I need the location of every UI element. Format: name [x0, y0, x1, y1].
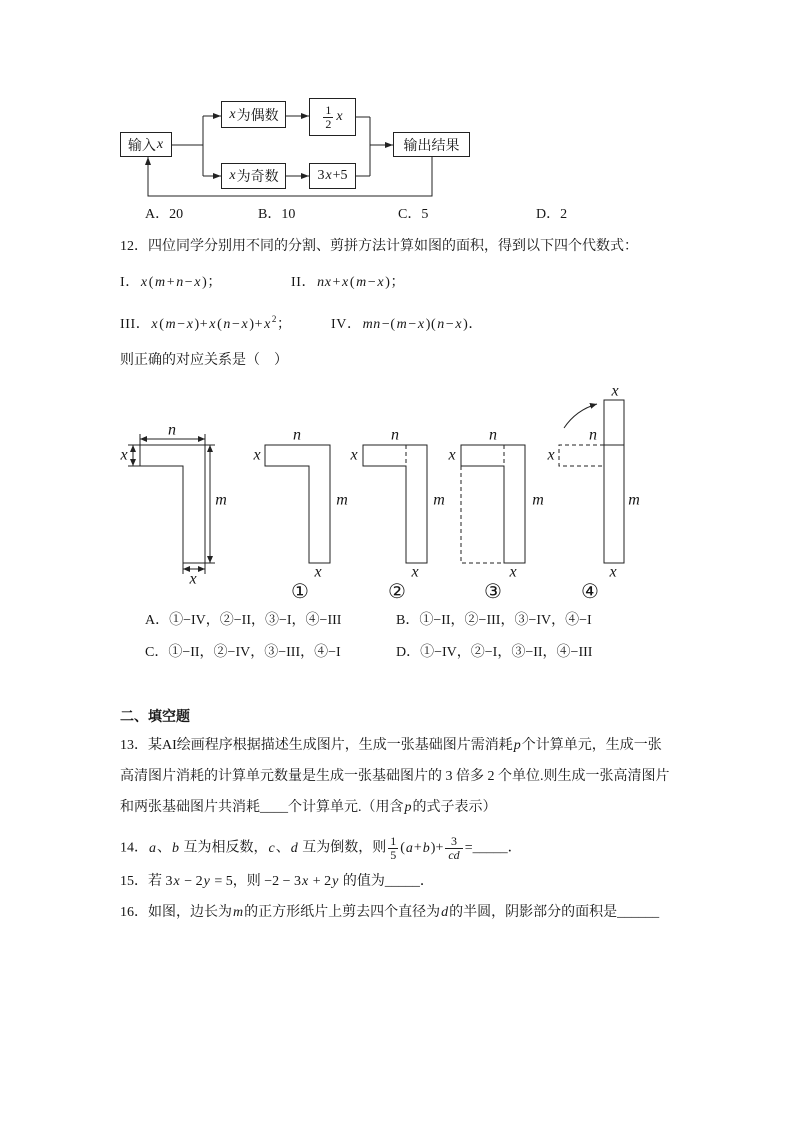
- label-x-left: x: [350, 446, 358, 464]
- math-variable: x: [377, 275, 385, 290]
- text-segment: )+: [249, 317, 264, 332]
- q12-option-c: C．①−II，②−IV，③−III，④−I: [145, 645, 341, 660]
- text-segment: 个计算单元，生成一张: [521, 738, 662, 753]
- label-x-bottom: x: [609, 563, 617, 581]
- math-variable: d: [290, 840, 298, 856]
- text-segment: 高清图片消耗的计算单元数量是生成一张基础图片的 3 倍多 2 个单位.则生成一张高清图片: [120, 769, 670, 784]
- q13-line-1: [120, 736, 662, 756]
- dashed-completion-rectangle: [461, 466, 504, 563]
- figure-caption-4: ④: [581, 579, 599, 603]
- math-variable: x: [342, 275, 349, 290]
- text-segment: = 5，则 −2 − 3: [210, 874, 302, 889]
- q11-option-a: A．20: [145, 207, 184, 222]
- math-variable: b: [172, 840, 179, 856]
- fraction-denominator: 5: [390, 848, 397, 862]
- text-segment: )；: [385, 275, 406, 290]
- text-segment: 为偶数: [236, 108, 279, 124]
- math-variable: m: [396, 317, 408, 332]
- fraction-denominator: 2: [325, 116, 332, 131]
- label-n: n: [293, 426, 301, 444]
- label-n: n: [391, 426, 399, 444]
- math-exponent: 2: [271, 314, 278, 324]
- math-variable: x: [229, 106, 236, 122]
- text-segment: 的式子表示）: [412, 800, 497, 815]
- section-title: 二、填空题: [120, 710, 190, 725]
- text-segment: 为奇数: [236, 170, 279, 185]
- answer-blank: _____: [472, 840, 508, 856]
- fraction-numerator: 3: [445, 835, 462, 849]
- label-x-bottom: x: [314, 563, 322, 581]
- label-x-left: x: [253, 446, 261, 464]
- label-m: m: [215, 491, 227, 509]
- math-fraction: [445, 835, 462, 862]
- text-segment: +: [413, 840, 422, 856]
- math-variable: p: [404, 800, 412, 815]
- l-shape-outline: [140, 445, 205, 563]
- math-variable: c: [268, 840, 275, 856]
- fraction-numerator: 1: [325, 102, 332, 117]
- text-segment: −: [177, 317, 186, 332]
- text-segment: − 2: [180, 874, 203, 889]
- text-segment: IV．: [331, 317, 362, 332]
- flow-box-triple: [309, 163, 356, 189]
- math-variable: x: [302, 874, 309, 889]
- math-variable: b: [422, 840, 430, 856]
- text-segment: −: [184, 275, 194, 290]
- q11-option-c: C．5: [398, 207, 429, 222]
- fraction-numerator: 1: [390, 834, 397, 848]
- label-n: n: [168, 421, 176, 439]
- text-segment: −(: [381, 317, 396, 332]
- math-variable: y: [332, 874, 339, 889]
- q12-expression-III: [120, 315, 292, 335]
- text-segment: )．: [463, 317, 484, 332]
- q14-line: [120, 835, 522, 862]
- q12-figures: [0, 380, 794, 610]
- q12-expression-II: [291, 273, 405, 293]
- label-x-left: x: [120, 446, 128, 464]
- text-segment: ；: [277, 317, 292, 332]
- q13-line-2: [120, 767, 670, 787]
- math-variable: n: [437, 317, 445, 332]
- label-m: m: [628, 491, 640, 509]
- straightened-bar-outline: [604, 400, 624, 563]
- text-segment: (: [400, 840, 405, 856]
- label-m: m: [433, 491, 445, 509]
- answer-blank: ____: [260, 800, 288, 815]
- math-variable: n: [223, 317, 231, 332]
- dashed-moved-piece: [559, 445, 604, 466]
- text-segment: −: [445, 317, 455, 332]
- l-shape-outline: [265, 445, 330, 563]
- math-variable: x: [455, 317, 463, 332]
- math-variable: a: [405, 840, 413, 856]
- text-segment: 、: [157, 840, 171, 856]
- label-m: m: [336, 491, 348, 509]
- math-variable: x: [336, 109, 343, 124]
- text-segment: (: [159, 317, 165, 332]
- figure-2: [349, 427, 444, 604]
- math-variable: x: [209, 317, 217, 332]
- text-segment: 、: [275, 840, 290, 856]
- text-segment: −: [408, 317, 417, 332]
- label-x-bottom: x: [189, 570, 197, 588]
- text-segment: 15．若 3: [120, 874, 173, 889]
- text-segment: =: [464, 840, 473, 856]
- l-shape-outline: [461, 445, 525, 563]
- rotate-arrow: [564, 404, 597, 428]
- q11-option-b: B．10: [258, 207, 296, 222]
- math-variable: x: [156, 136, 164, 152]
- answer-blank: ______: [617, 905, 660, 920]
- math-variable: y: [203, 874, 210, 889]
- text-segment: 13．某AI绘画程序根据描述生成图片，生成一张基础图片需消耗: [120, 738, 513, 753]
- text-segment: 的正方形纸片上剪去四个直径为: [244, 905, 441, 920]
- text-segment: (: [148, 275, 154, 290]
- label-x-left: x: [547, 446, 555, 464]
- text-segment: + 2: [309, 874, 332, 889]
- fraction-denominator: cd: [448, 848, 460, 862]
- math-variable: n: [176, 275, 184, 290]
- text-segment: I．: [120, 275, 140, 290]
- text-segment: III．: [120, 317, 151, 332]
- figure-3: [447, 427, 543, 604]
- q12-expression-I: [120, 273, 222, 293]
- flow-box-even: [221, 101, 286, 128]
- text-segment: 的半圆，阴影部分的面积是: [449, 905, 618, 920]
- text-segment: (: [217, 317, 223, 332]
- figure-original: [119, 422, 226, 588]
- label-n: n: [589, 426, 597, 444]
- flow-box-output: [393, 132, 470, 157]
- flow-box-odd: [221, 163, 286, 189]
- text-segment: 和两张基础图片共消耗: [120, 800, 260, 815]
- q13-line-3: [120, 798, 497, 818]
- figure-caption-2: ②: [388, 579, 406, 603]
- label-n: n: [489, 426, 497, 444]
- math-variable: x: [241, 317, 249, 332]
- math-variable: m: [356, 275, 367, 290]
- math-variable: mn: [362, 317, 381, 332]
- math-variable: m: [165, 317, 177, 332]
- flow-box-half: [309, 98, 356, 136]
- label-x-top: x: [611, 382, 619, 400]
- q12-prompt: 则正确的对应关系是（ ）: [120, 353, 288, 368]
- text-segment: 互为相反数，: [180, 840, 268, 856]
- text-segment: −: [367, 275, 377, 290]
- text-segment: −: [232, 317, 241, 332]
- label-x-left: x: [448, 446, 456, 464]
- text-segment: )(: [425, 317, 437, 332]
- math-variable: p: [513, 738, 521, 753]
- answer-blank: _____: [384, 874, 420, 889]
- q11-option-d: D．2: [536, 207, 568, 222]
- math-fraction: [388, 835, 398, 862]
- q12-stem: 12．四位同学分别用不同的分割、剪拼方法计算如图的面积，得到以下四个代数式：: [120, 239, 638, 254]
- text-segment: 互为倒数，则: [298, 840, 387, 856]
- math-variable: x: [325, 168, 332, 183]
- q16-line: [120, 903, 659, 923]
- math-variable: a: [149, 840, 156, 856]
- math-variable: m: [233, 905, 244, 920]
- math-variable: x: [186, 317, 194, 332]
- label-x-bottom: x: [509, 563, 517, 581]
- math-variable: d: [441, 905, 449, 920]
- text-segment: 14．: [120, 840, 148, 856]
- text-segment: ．: [507, 840, 522, 856]
- text-segment: 的值为: [339, 874, 385, 889]
- text-segment: 输入: [127, 138, 156, 154]
- text-segment: II．: [291, 275, 317, 290]
- q12-expression-IV: [331, 315, 483, 335]
- math-variable: x: [417, 317, 425, 332]
- math-variable: x: [173, 874, 180, 889]
- text-segment: +5: [332, 168, 348, 183]
- q12-option-a: A．①−IV，②−II，③−I，④−III: [145, 613, 342, 628]
- text-segment: +: [332, 275, 342, 290]
- text-segment: (: [349, 275, 356, 290]
- math-variable: x: [264, 317, 271, 332]
- figure-caption-3: ③: [484, 579, 502, 603]
- text-segment: 3: [317, 168, 325, 183]
- math-variable: nx: [317, 275, 332, 290]
- text-segment: )+: [430, 840, 444, 856]
- math-variable: x: [140, 275, 148, 290]
- q12-option-b: B．①−II，②−III，③−IV，④−I: [396, 613, 592, 628]
- figure-1: [252, 427, 347, 604]
- q15-line: [120, 872, 434, 892]
- figure-caption-1: ①: [291, 579, 309, 603]
- l-shape-outline: [363, 445, 427, 563]
- label-m: m: [532, 491, 544, 509]
- text-segment: 16．如图，边长为: [120, 905, 232, 920]
- text-segment: )+: [194, 317, 209, 332]
- text-segment: 输出结果: [403, 138, 460, 154]
- text-segment: )；: [202, 275, 222, 290]
- text-segment: ．: [419, 874, 434, 889]
- math-variable: x: [229, 168, 236, 183]
- label-x-bottom: x: [411, 563, 419, 581]
- figure-4: [546, 383, 639, 604]
- text-segment: +: [166, 275, 176, 290]
- math-fraction: [323, 104, 333, 131]
- flow-box-input: [120, 132, 172, 157]
- text-segment: 个计算单元.（用含: [288, 800, 404, 815]
- math-variable: x: [151, 317, 159, 332]
- q12-option-d: D．①−IV，②−I，③−II，④−III: [396, 645, 593, 660]
- math-variable: x: [194, 275, 202, 290]
- math-variable: m: [154, 275, 166, 290]
